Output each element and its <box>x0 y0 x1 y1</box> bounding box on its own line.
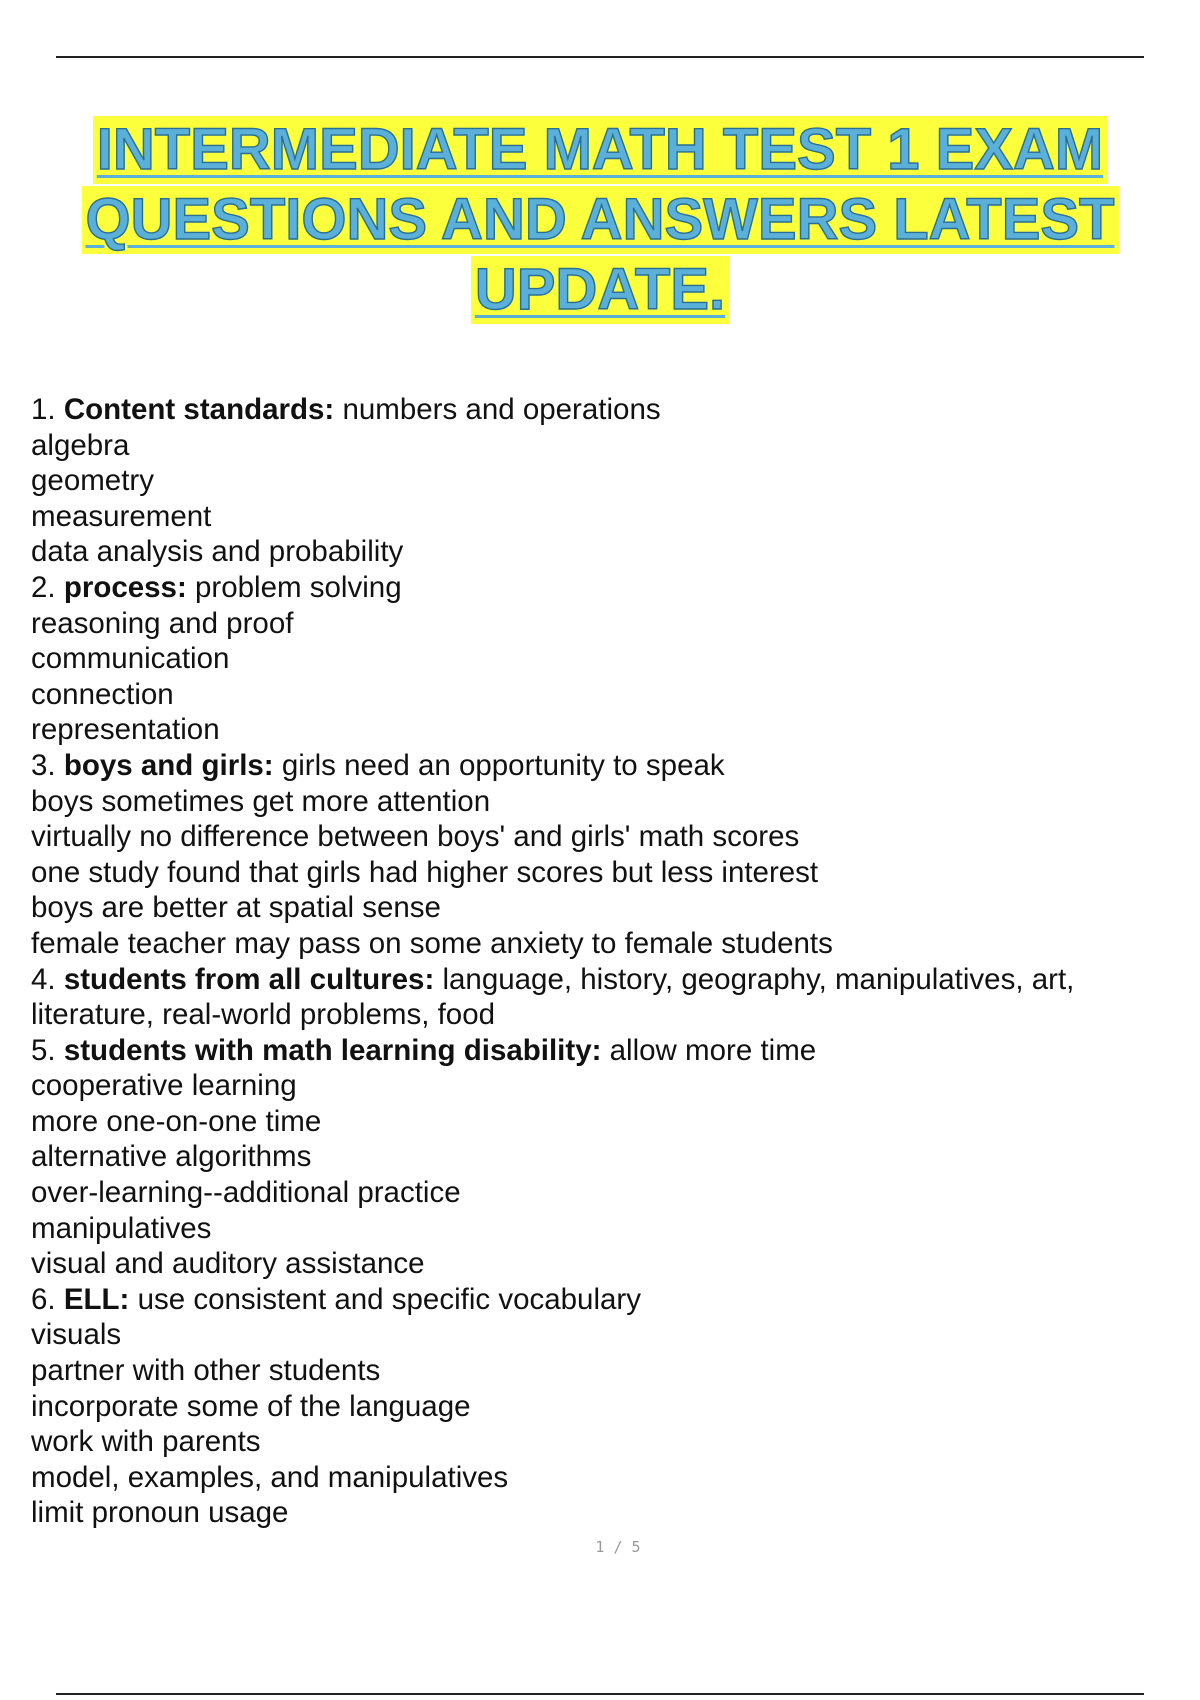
item-2-heading <box>31 570 1181 606</box>
answer-line: partner with other students <box>31 1354 381 1388</box>
answer-line: limit pronoun usage <box>31 1496 289 1530</box>
top-rule <box>56 56 1144 58</box>
answer-line: boys are better at spatial sense <box>31 891 441 925</box>
item-answer: girls need an opportunity to speak <box>281 748 725 782</box>
answer-line: manipulatives <box>31 1211 212 1245</box>
answer-line: communication <box>31 642 230 676</box>
answer-line: algebra <box>31 428 130 462</box>
answer-line: visual and auditory assistance <box>31 1247 425 1281</box>
answer-line: cooperative learning <box>31 1069 297 1103</box>
answer-line: data analysis and probability <box>31 535 404 569</box>
item-answer: allow more time <box>609 1033 817 1067</box>
item-term: ELL: <box>63 1282 130 1316</box>
document-title <box>0 116 1200 326</box>
answer-line: boys sometimes get more attention <box>31 784 491 818</box>
item-3-heading <box>31 748 1181 784</box>
document-body <box>31 392 1181 1531</box>
answer-line: more one-on-one time <box>31 1104 322 1138</box>
answer-line: reasoning and proof <box>31 606 294 640</box>
item-number: 1. <box>31 393 56 426</box>
item-term: boys and girls: <box>63 748 274 782</box>
answer-line: virtually no difference between boys' and girls' math scores <box>31 820 800 854</box>
title-line-3: UPDATE. <box>471 256 729 324</box>
item-answer: problem solving <box>195 570 402 604</box>
item-answer: language, history, geography, manipulatives, art, <box>442 962 1075 996</box>
answer-line: female teacher may pass on some anxiety to female students <box>31 926 833 960</box>
item-6-heading <box>31 1282 1181 1318</box>
answer-line: measurement <box>31 499 212 533</box>
answer-line: work with parents <box>31 1425 261 1459</box>
answer-line: visuals <box>31 1318 122 1352</box>
item-term: students from all cultures: <box>63 962 435 996</box>
answer-line: literature, real-world problems, food <box>31 998 496 1032</box>
title-line-2: QUESTIONS AND ANSWERS LATEST <box>82 186 1119 254</box>
item-term: process: <box>63 570 187 604</box>
title-line-1: INTERMEDIATE MATH TEST 1 EXAM <box>93 116 1107 184</box>
answer-line: model, examples, and manipulatives <box>31 1460 509 1494</box>
answer-line: incorporate some of the language <box>31 1389 471 1423</box>
item-number: 2. <box>31 570 56 604</box>
answer-line: connection <box>31 677 174 711</box>
item-answer: numbers and operations <box>342 393 661 426</box>
item-5-heading <box>31 1033 1181 1069</box>
item-4-heading <box>31 962 1181 998</box>
item-number: 5. <box>31 1033 56 1067</box>
answer-line: alternative algorithms <box>31 1140 312 1174</box>
item-number: 4. <box>31 962 56 996</box>
item-1-heading <box>31 392 1181 428</box>
answer-line: representation <box>31 713 220 747</box>
page-number: 1 / 5 <box>595 1538 641 1556</box>
item-number: 6. <box>31 1282 56 1316</box>
bottom-rule <box>56 1693 1144 1695</box>
answer-line: one study found that girls had higher scores but less interest <box>31 855 819 889</box>
answer-line: geometry <box>31 464 154 498</box>
item-answer: use consistent and specific vocabulary <box>137 1282 641 1316</box>
answer-line: over-learning--additional practice <box>31 1176 461 1210</box>
item-term: Content standards: <box>63 393 335 426</box>
item-term: students with math learning disability: <box>63 1033 602 1067</box>
item-number: 3. <box>31 748 56 782</box>
